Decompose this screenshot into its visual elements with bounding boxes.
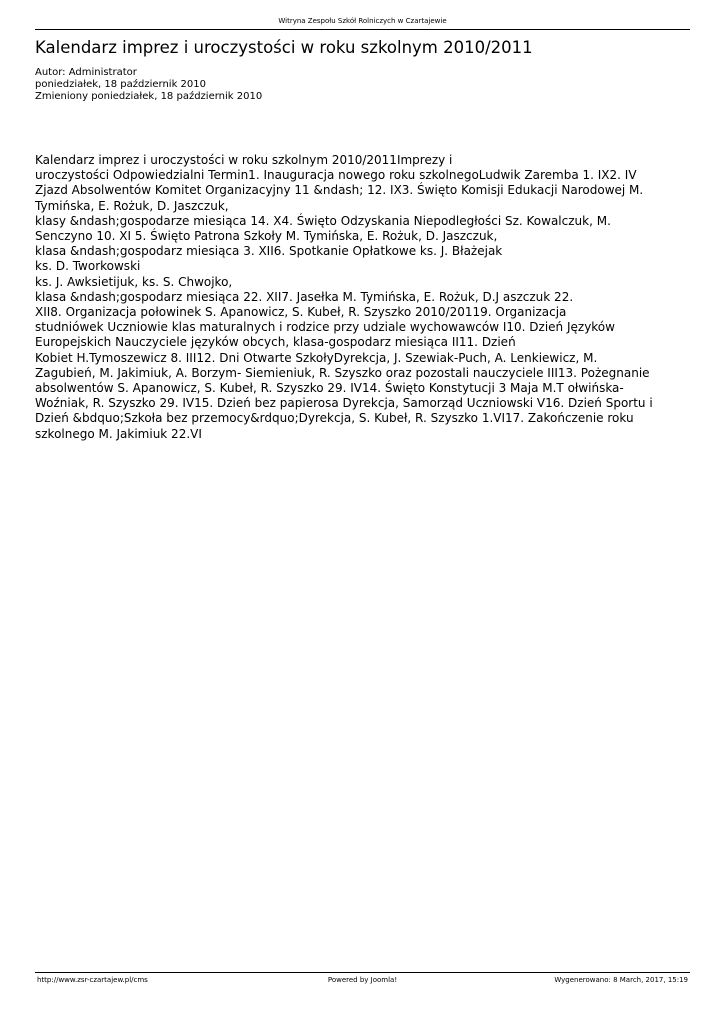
body-line: ks. D. Tworkowski bbox=[35, 259, 141, 274]
body-line: szkolnego M. Jakimiuk 22.VI bbox=[35, 426, 202, 441]
article-created-date: poniedziałek, 18 październik 2010 bbox=[35, 79, 207, 90]
body-line: absolwentów S. Apanowicz, S. Kubeł, R. Szyszko 29. IV14. Święto Konstytucji 3 Maja M.T ołwińska- bbox=[35, 381, 624, 396]
footer-powered-by: Powered by Joomla! bbox=[327, 976, 398, 984]
body-line: XII8. Organizacja połowinek S. Apanowicz, S. Kubeł, R. Szyszko 2010/20119. Organizacja bbox=[35, 305, 567, 320]
body-line: uroczystości Odpowiedzialni Termin1. Inauguracja nowego roku szkolnegoLudwik Zaremba 1. IX2. IV bbox=[35, 168, 637, 183]
site-name-header: Witryna Zespołu Szkół Rolniczych w Czartajewie bbox=[278, 17, 447, 25]
body-line: Woźniak, R. Szyszko 29. IV15. Dzień bez papierosa Dyrekcja, Samorząd Uczniowski V16. Dzień Sportu i bbox=[35, 396, 653, 411]
article-modified-date: Zmieniony poniedziałek, 18 październik 2010 bbox=[35, 91, 263, 102]
body-line: Europejskich Nauczyciele języków obcych, klasa-gospodarz miesiąca II11. Dzień bbox=[35, 335, 516, 350]
body-line: Kalendarz imprez i uroczystości w roku szkolnym 2010/2011Imprezy i bbox=[35, 153, 453, 167]
body-line: klasa &ndash;gospodarz miesiąca 3. XII6. Spotkanie Opłatkowe ks. J. Błażejak bbox=[35, 244, 503, 259]
body-line: Senczyno 10. XI 5. Święto Patrona Szkoły M. Tymińska, E. Rożuk, D. Jaszczuk, bbox=[35, 229, 498, 244]
body-line: Zjazd Absolwentów Komitet Organizacyjny 11 &ndash; 12. IX3. Święto Komisji Edukacji Narodowej M. bbox=[35, 183, 644, 198]
body-line: Kobiet H.Tymoszewicz 8. III12. Dni Otwarte SzkołyDyrekcja, J. Szewiak-Puch, A. Lenkiewicz, M. bbox=[35, 350, 598, 365]
page-title: Kalendarz imprez i uroczystości w roku szkolnym 2010/2011 bbox=[35, 38, 533, 57]
header-divider bbox=[35, 29, 690, 30]
body-line: Tymińska, E. Rożuk, D. Jaszczuk, bbox=[35, 198, 229, 213]
body-line: Zagubień, M. Jakimiuk, A. Borzym- Siemieniuk, R. Szyszko oraz pozostali nauczyciele III13. Pożegnanie bbox=[35, 365, 650, 380]
body-line: klasy &ndash;gospodarze miesiąca 14. X4. Święto Odzyskania Niepodległości Sz. Kowalczuk, M. bbox=[35, 213, 611, 228]
body-line: Dzień &bdquo;Szkoła bez przemocy&rdquo;Dyrekcja, S. Kubeł, R. Szyszko 1.VI17. Zakończenie roku bbox=[35, 411, 634, 426]
footer-generated-date: Wygenerowano: 8 March, 2017, 15:19 bbox=[554, 976, 688, 984]
body-line: studniówek Uczniowie klas maturalnych i rodzice przy udziale wychowawców I10. Dzień Języków bbox=[35, 320, 615, 335]
article-body bbox=[35, 153, 687, 442]
article-author: Autor: Administrator bbox=[35, 67, 137, 78]
body-line: klasa &ndash;gospodarz miesiąca 22. XII7. Jasełka M. Tymińska, E. Rożuk, D.J aszczuk 22. bbox=[35, 289, 574, 304]
body-line: ks. J. Awksietijuk, ks. S. Chwojko, bbox=[35, 274, 233, 289]
article-meta bbox=[35, 67, 262, 103]
footer-divider bbox=[35, 972, 690, 973]
footer-site-link[interactable]: http://www.zsr-czartajew.pl/cms bbox=[37, 976, 148, 984]
